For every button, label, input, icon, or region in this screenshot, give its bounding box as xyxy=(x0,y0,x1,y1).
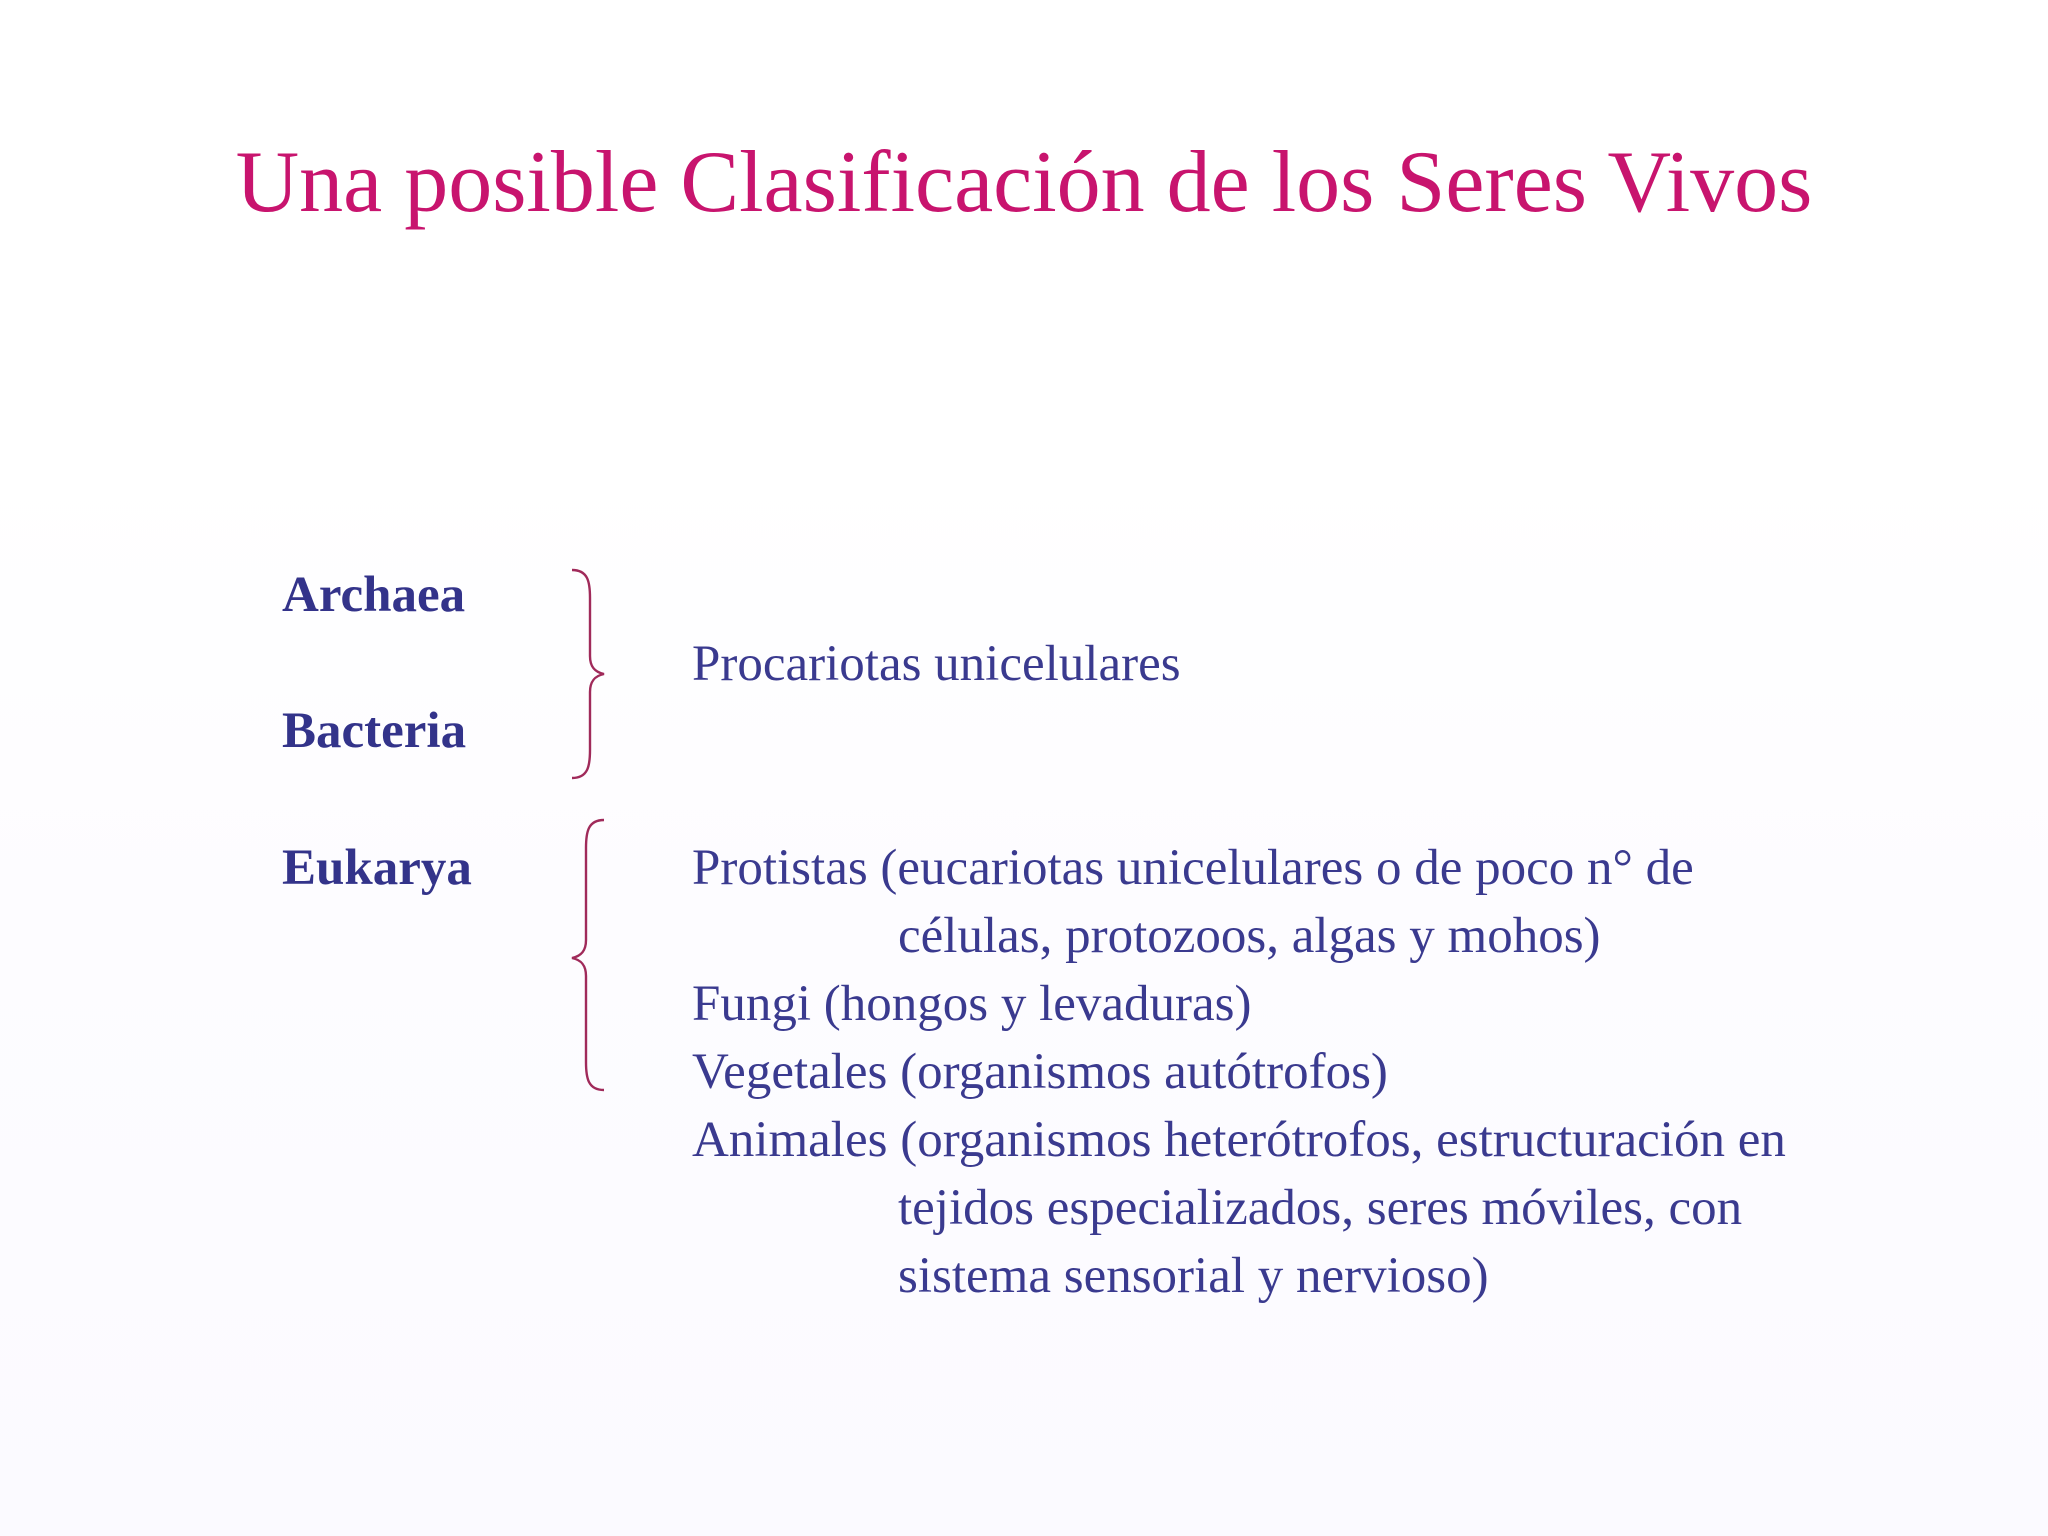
animales-item-line1: Animales (organismos heterótrofos, estructuración en xyxy=(692,1112,1786,1168)
domain-bacteria: Bacteria xyxy=(282,703,467,759)
eukaryote-group-list xyxy=(692,834,1786,1310)
animales-item-line2: tejidos especializados, seres móviles, con xyxy=(898,1180,1743,1236)
prokaryote-brace xyxy=(560,568,620,780)
domain-archaea: Archaea xyxy=(282,567,466,623)
vegetales-item: Vegetales (organismos autótrofos) xyxy=(692,1044,1388,1100)
slide-title: Una posible Clasificación de los Seres Vivos xyxy=(235,134,1813,231)
eukaryote-brace xyxy=(562,818,622,1092)
animales-item-line3: sistema sensorial y nervioso) xyxy=(898,1248,1489,1304)
fungi-item: Fungi (hongos y levaduras) xyxy=(692,976,1252,1032)
protistas-item-line1: Protistas (eucariotas unicelulares o de poco n° de xyxy=(692,840,1694,896)
domain-eukarya: Eukarya xyxy=(282,840,472,896)
protistas-item-line2: células, protozoos, algas y mohos) xyxy=(898,908,1601,964)
prokaryote-description: Procariotas unicelulares xyxy=(692,636,1181,692)
